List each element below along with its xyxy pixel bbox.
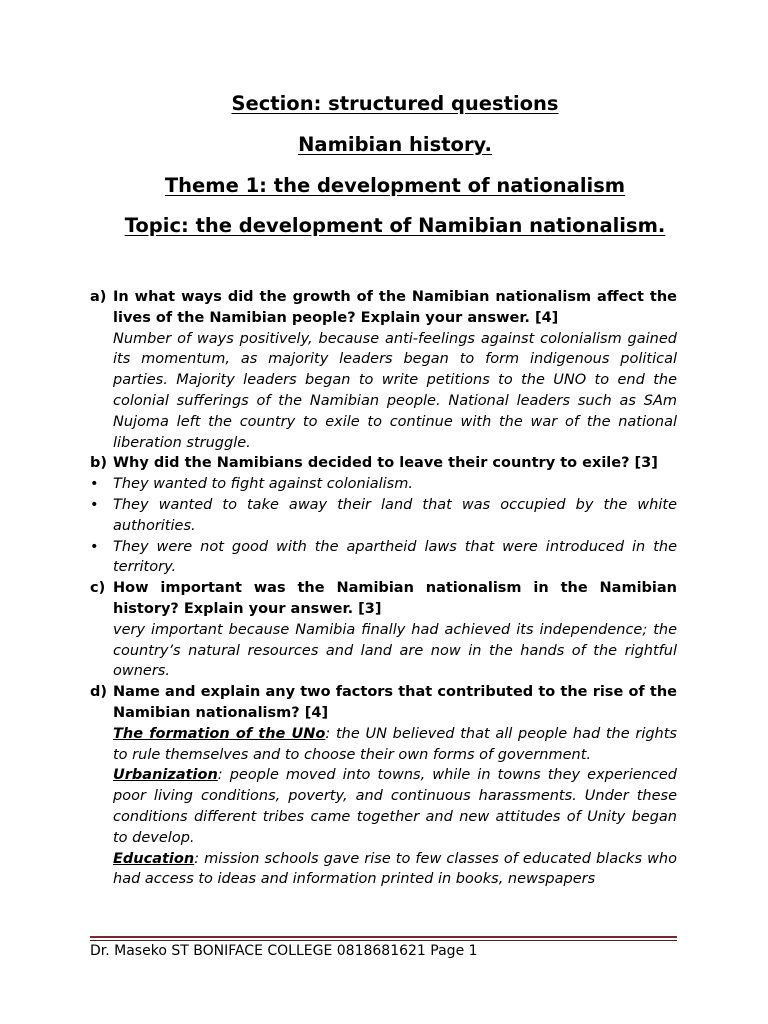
footer-divider-thin: [90, 940, 677, 941]
factor-name: The formation of the UNo: [113, 725, 326, 742]
question-b: [90, 453, 677, 578]
list-item: [90, 495, 677, 537]
factor-un: [113, 724, 677, 766]
factor-name: Urbanization: [113, 767, 218, 784]
list-item: [90, 474, 677, 495]
factor-urbanization: [113, 765, 677, 848]
question-text: How important was the Namibian nationalism in the Namibian history? Explain your answer. [3]: [113, 580, 677, 617]
list-item: [90, 537, 677, 579]
answer-text: Number of ways positively, because anti-feelings against colonialism gained its momentum, as majority leaders began to form indigenous political parties. Majority leaders began to write petitions to the UNO to end the colonial sufferings of the Namibian people. National leaders such as SAm Nujoma left the country to exile to continue with the war of the national liberation struggle.: [113, 330, 677, 451]
factor-separator: :: [217, 767, 223, 784]
topic-heading: Topic: the development of Namibian nationalism.: [124, 214, 666, 237]
bullet-text: They wanted to take away their land that was occupied by the white authorities.: [113, 496, 677, 534]
subject-heading: Namibian history.: [298, 133, 492, 156]
answer-text: very important because Namibia finally had achieved its independence; the country’s natural resources and land are now in the hands of the rightful owners.: [113, 621, 677, 680]
bullet-text: They were not good with the apartheid laws that were introduced in the territory.: [113, 538, 677, 576]
question-text: Why did the Namibians decided to leave their country to exile? [3]: [113, 455, 658, 472]
factor-text: mission schools gave rise to few classes of educated blacks who had access to ideas and information printed in books, newspapers: [113, 850, 677, 888]
theme-heading: Theme 1: the development of nationalism: [164, 174, 626, 197]
factor-education: [113, 849, 677, 891]
section-heading: Section: structured questions: [231, 92, 559, 115]
question-label: c): [90, 580, 106, 597]
bullet-icon: •: [90, 496, 99, 513]
bullet-text: They wanted to fight against colonialism.: [113, 476, 413, 493]
factor-separator: :: [194, 850, 200, 867]
question-label: a): [90, 289, 107, 305]
page-footer: Dr. Maseko ST BONIFACE COLLEGE 0818681621 Page 1: [90, 943, 478, 959]
factor-text: people moved into towns, while in towns they experienced poor living conditions, poverty, and continuous harassments. Under these conditions different tribes came together and new attitudes of Unity began to develop.: [113, 767, 677, 846]
factor-name: Education: [113, 850, 195, 867]
factor-separator: :: [325, 725, 331, 742]
questions-content: [90, 287, 677, 890]
question-label: d): [90, 684, 108, 701]
bullet-icon: •: [90, 476, 99, 493]
question-text: Name and explain any two factors that contributed to the rise of the Namibian nationalism? [4]: [113, 684, 677, 721]
bullet-icon: •: [90, 538, 99, 555]
footer-divider: [90, 936, 677, 938]
question-a: [90, 287, 677, 453]
question-text: In what ways did the growth of the Namibian nationalism affect the lives of the Namibian people? Explain your answer. [4]: [113, 289, 677, 326]
question-d: [90, 682, 677, 890]
question-label: b): [90, 455, 108, 472]
factor-text: the UN believed that all people had the rights to rule themselves and to choose their own forms of government.: [113, 725, 677, 763]
question-c: [90, 578, 677, 682]
